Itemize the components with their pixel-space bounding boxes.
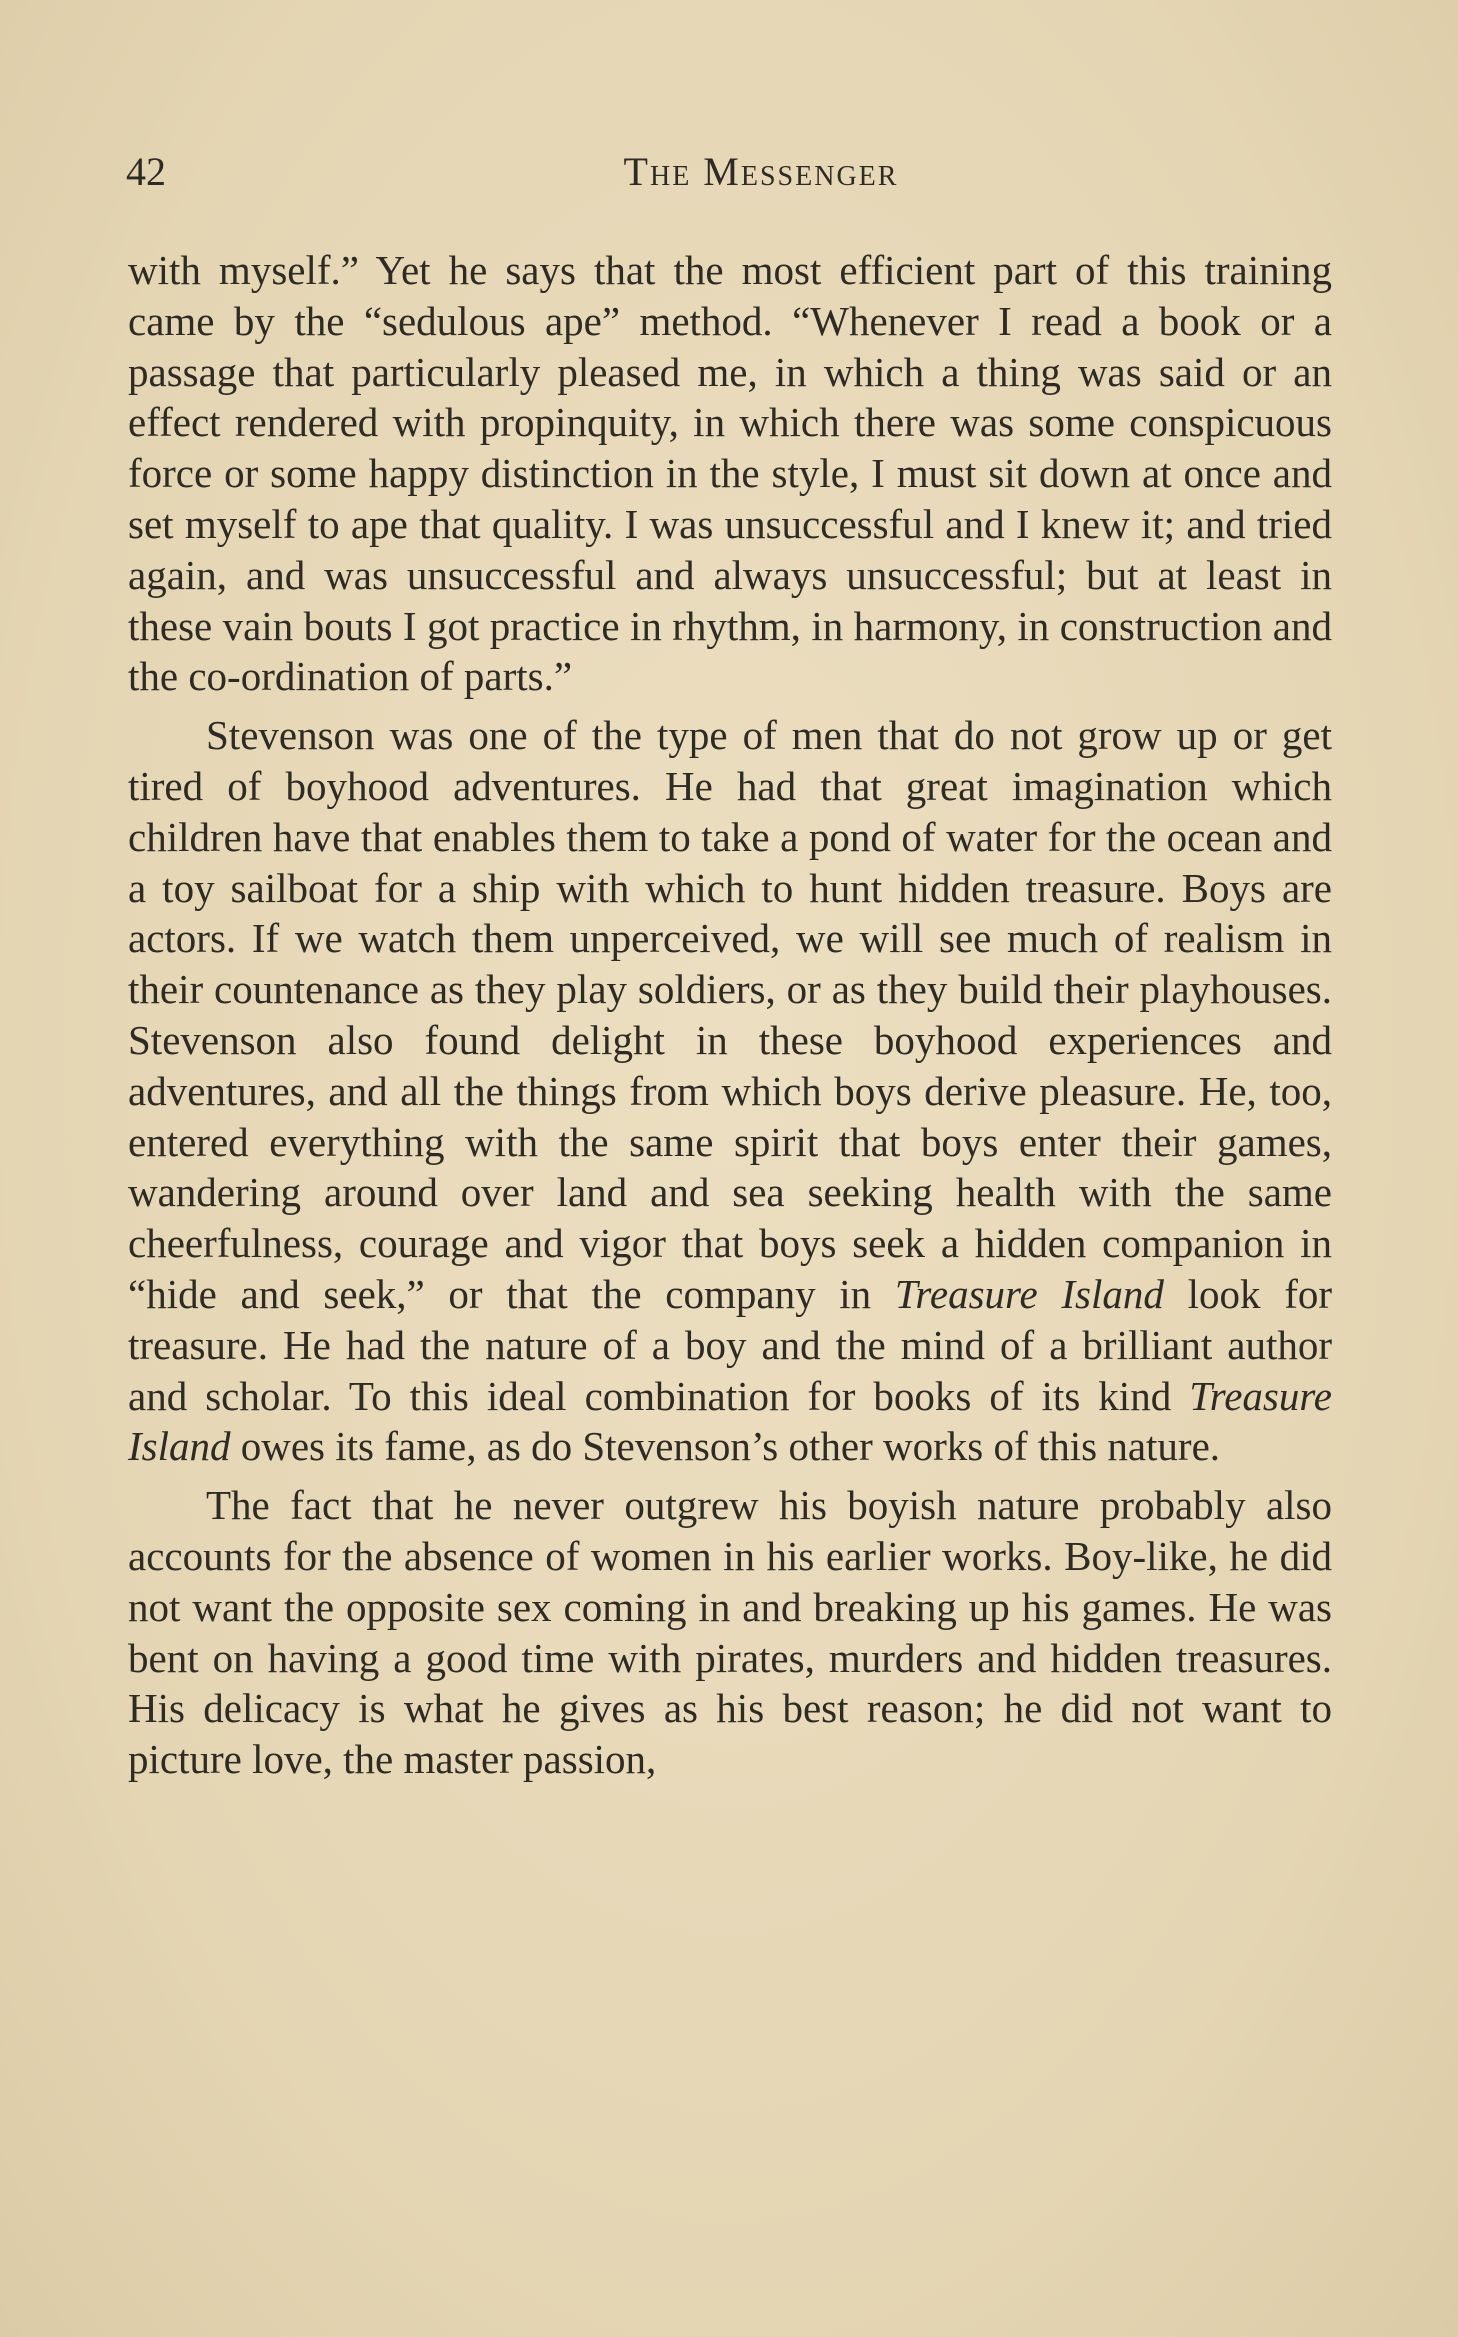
page-header (126, 142, 1336, 202)
text-segment: Stevenson was one of the type of men that do not grow up or get tired of boyhood adventures. He had that great imagination which children have that enables them to take a pond of water for the ocean and a toy sailboat for a ship with which to hunt hidden treasure. Boys are actors. If we watch them unperceived, we will see much of realism in their countenance as they play soldiers, or as they build their playhouses. Stevenson also found delight in these boyhood experiences and adventures, and all the things from which boys derive pleasure. He, too, entered everything with the same spirit that boys enter their games, wandering around over land and sea seeking health with the same cheerfulness, courage and vigor that boys seek a hidden companion in “hide and seek,” or that the company in (128, 712, 1332, 1317)
body-text (128, 245, 1332, 1785)
paragraph-3 (128, 1480, 1332, 1785)
paragraph-1 (128, 245, 1332, 702)
book-title: Treasure Island (128, 1372, 1332, 1470)
text-segment: look for treasure. He had the nature of a boy and the mind of a brilliant author and scholar. To this ideal combination for books of its kind (128, 1270, 1332, 1419)
text-segment: The fact that he never outgrew his boyish nature probably also accounts for the absence of women in his earlier works. Boy-like, he did not want the opposite sex coming in and breaking up his games. He was bent on having a good time with pirates, murders and hidden treasures. His delicacy is what he gives as his best reason; he did not want to picture love, the master passion, (128, 1482, 1332, 1783)
text-segment: with myself.” Yet he says that the most efficient part of this training came by the “sedulous ape” method. “Whenever I read a book or a passage that particularly pleased me, in which a thing was said or an effect rendered with propinquity, in which there was some conspicuous force or some happy distinction in the style, I must sit down at once and set myself to ape that quality. I was unsuccessful and I knew it; and tried again, and was unsuccessful and always unsuccessful; but at least in these vain bouts I got practice in rhythm, in harmony, in construction and the co-ordination of parts.” (128, 247, 1332, 700)
page-number: 42 (126, 149, 166, 194)
paragraph-2 (128, 710, 1332, 1472)
running-head: The Messenger (623, 149, 899, 194)
text-segment: owes its fame, as do Stevenson’s other works of this nature. (230, 1423, 1221, 1470)
book-title: Treasure Island (894, 1270, 1164, 1317)
